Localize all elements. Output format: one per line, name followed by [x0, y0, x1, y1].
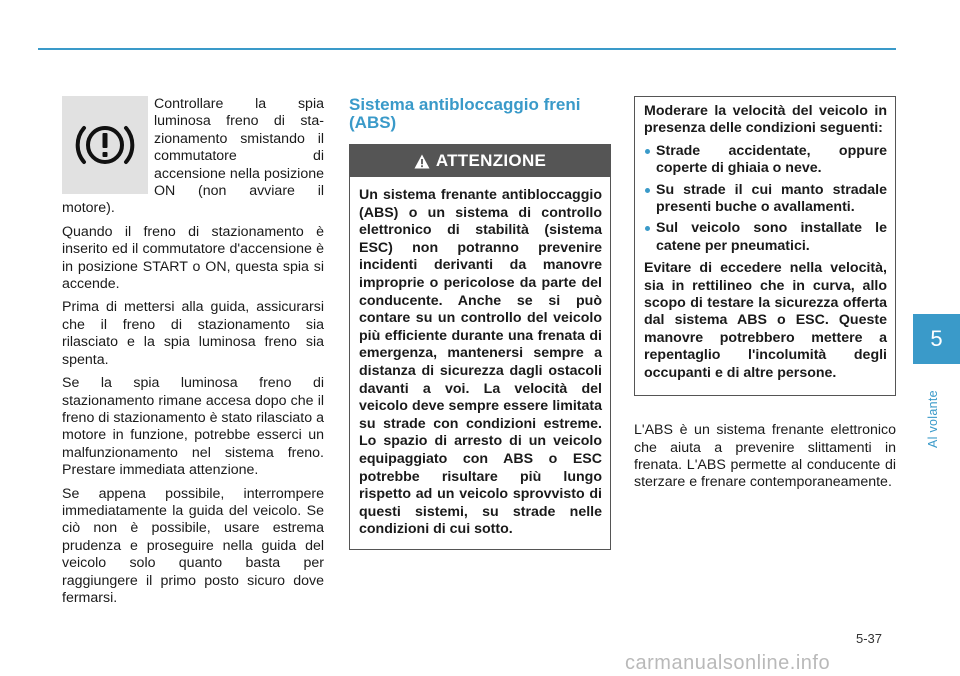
caution-box — [634, 96, 896, 396]
section-heading: Sistema antibloccaggio freni (ABS) — [349, 95, 581, 132]
list-item: Sul veicolo sono installate le catene per pneumatici. — [644, 220, 887, 255]
paragraph: Prima di mettersi alla guida, assicurarsi che il freno di stazionamento sia rilasciato e la spia luminosa freno sia spenta. — [62, 299, 324, 368]
list-item: Su strade il cui manto stradale presenti buche o avallamenti. — [644, 182, 887, 217]
warning-title: ATTENZIONE — [435, 151, 547, 171]
chapter-tab: 5 — [913, 314, 960, 364]
paragraph: Se la spia luminosa freno di stazionamento rimane accesa dopo che il freno di stazionamento è stato rilasciato a motore in funzione, potrebbe esserci un malfunzionamento nel sistema freno. Prestare immediata attenzione. — [62, 375, 324, 479]
paragraph: Quando il freno di stazionamento è inserito ed il commutatore d'accensione è in posizione START o ON, questa spia si accende. — [62, 223, 324, 293]
paragraph: Se appena possibile, interrompere immediatamente la guida del veicolo. Se ciò non è possibile, usare estrema prudenza e proseguire nella guida del veicolo solo quanto basta per raggiungere il primo posto sicuro dove fermarsi. — [62, 485, 324, 606]
warning-text: Un sistema frenante antibloccaggio (ABS) o un sistema di controllo elettronico di stabilità (sistema ESC) non potranno prevenire incidenti derivanti da manovre improprie o pericolose da parte del conducente. Anche se si può contare su un controllo del veicolo più efficiente durante una frenata di emergenza, mantenersi sempre a distanza di sicurezza dagli ostacoli davanti a voi. La velocità del veicolo deve sempre essere limitata su strade con condizioni estreme. Lo spazio di arresto di un veicolo equipaggiato con ABS o ESC potrebbe risultare più lungo rispetto ad un veicolo sprovvisto di questi sistemi, su strade nelle condizioni di cui sotto. — [359, 187, 602, 538]
warning-header — [350, 145, 610, 177]
warning-triangle-icon — [414, 154, 430, 169]
watermark: carmanualsonline.info — [625, 652, 831, 674]
caution-outro: Evitare di eccedere nella velocità, sia in rettilineo che in curva, allo scopo di testare la sicurezza offerta dal sistema ABS o ESC. Queste manovre potrebbero mettere a repentaglio l'incolumità degli occupanti e di altre persone. — [644, 260, 887, 381]
list-item: Strade accidentate, oppure coperte di ghiaia o neve. — [644, 143, 887, 178]
chapter-label: Al volante — [926, 390, 940, 448]
caution-intro: Moderare la velocità del veicolo in presenza delle condizioni seguenti: — [644, 103, 887, 137]
brake-warning-icon — [62, 96, 148, 194]
caution-list — [644, 143, 887, 255]
page-number: 5-37 — [856, 631, 883, 646]
header-rule — [38, 48, 896, 50]
abs-description: L'ABS è un sistema frenante elettronico che aiuta a prevenire slittamenti in frenata. L'ABS permette al conducente di sterzare e frenare contemporaneamente. — [634, 422, 896, 491]
middle-column — [349, 96, 611, 550]
paragraph: Controllare la spia luminosa freno di stazionamento smistando il commutatore di accensione nella posizione ON (non avviare il motore). — [62, 96, 324, 217]
right-column — [634, 96, 896, 492]
warning-box — [349, 144, 611, 550]
left-column — [62, 96, 324, 613]
